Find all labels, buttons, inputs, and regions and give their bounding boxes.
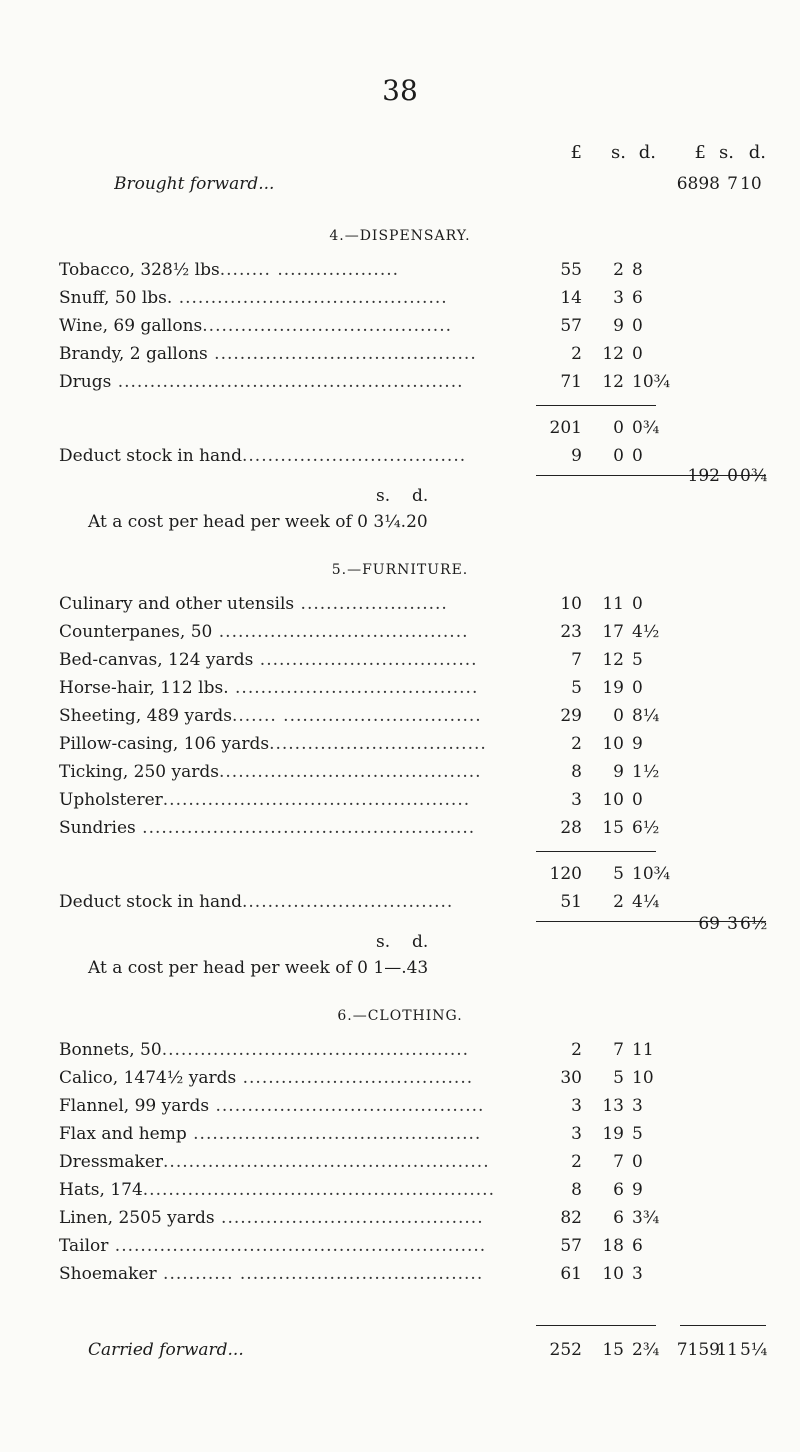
carried-forward-label: Carried forward... — [88, 1340, 244, 1360]
item-label: Linen, 2505 yards — [59, 1208, 215, 1228]
item-label: Bonnets, 50 — [59, 1040, 162, 1060]
item-shillings: 10 — [602, 734, 624, 754]
item-shillings: 0 — [613, 706, 624, 726]
table-row — [0, 1180, 800, 1210]
net-row — [0, 914, 800, 944]
cost-s-header: s. — [376, 932, 391, 952]
item-label: Drugs — [59, 372, 112, 392]
net-row — [0, 466, 800, 496]
item-pence: 8 — [632, 260, 643, 280]
item-pence: 3 — [632, 1264, 643, 1284]
table-row — [0, 1124, 800, 1154]
item-pence: 10¾ — [632, 372, 671, 392]
deduct-shillings: 0 — [613, 446, 624, 466]
table-row — [0, 594, 800, 624]
section-title-clothing: 6.—CLOTHING. — [337, 1008, 463, 1024]
leader-dots: ......................................... — [207, 344, 477, 364]
leader-dots: ................................... — [242, 446, 467, 466]
table-row — [0, 762, 800, 792]
table-row — [0, 1068, 800, 1098]
deduct-label: Deduct stock in hand — [59, 892, 242, 912]
item-pounds: 8 — [571, 762, 582, 782]
item-pounds: 14 — [560, 288, 582, 308]
item-pence: 0 — [632, 316, 643, 336]
item-label: Counterpanes, 50 — [59, 622, 213, 642]
item-label: Bed-canvas, 124 yards — [59, 650, 254, 670]
net-pence: 6½ — [740, 914, 768, 934]
item-shillings: 13 — [602, 1096, 624, 1116]
item-shillings: 9 — [613, 762, 624, 782]
item-pounds: 3 — [571, 790, 582, 810]
deduct-pence: 0 — [632, 446, 643, 466]
item-pence: 1½ — [632, 762, 660, 782]
leader-dots: ....................................... — [202, 316, 453, 336]
table-row — [0, 818, 800, 848]
item-pence: 3¾ — [632, 1208, 660, 1228]
leader-dots: ...................................................... — [111, 372, 464, 392]
item-pounds: 10 — [560, 594, 582, 614]
item-label: Flannel, 99 yards — [59, 1096, 210, 1116]
item-shillings: 11 — [602, 594, 624, 614]
leader-dots: ....................................... — [212, 622, 469, 642]
carried-pounds: 252 — [549, 1340, 582, 1360]
item-shillings: 7 — [613, 1040, 624, 1060]
item-shillings: 5 — [613, 1068, 624, 1088]
item-pence: 6 — [632, 1236, 643, 1256]
table-row — [0, 706, 800, 736]
deduct-shillings: 2 — [613, 892, 624, 912]
leader-dots: ................................................ — [161, 1040, 470, 1060]
carried-forward-row — [0, 1340, 800, 1370]
item-shillings: 12 — [602, 344, 624, 364]
item-shillings: 2 — [613, 260, 624, 280]
brought-forward-pounds: 6898 — [676, 174, 720, 194]
leader-dots: ......................................... — [214, 1208, 484, 1228]
cost-per-head-line: At a cost per head per week of 0 1—.43 — [88, 958, 429, 978]
item-shillings: 19 — [602, 1124, 624, 1144]
subtotal-shillings: 0 — [613, 418, 624, 438]
item-pence: 9 — [632, 1180, 643, 1200]
item-label: Sheeting, 489 yards — [59, 706, 232, 726]
item-pounds: 3 — [571, 1096, 582, 1116]
leader-dots: .......................................... — [209, 1096, 485, 1116]
table-row — [0, 260, 800, 290]
section-title-furniture: 5.—FURNITURE. — [331, 562, 469, 578]
leader-dots: .................................. — [253, 650, 478, 670]
leader-dots: ............................................. — [186, 1124, 482, 1144]
section-title-dispensary: 4.—DISPENSARY. — [329, 228, 471, 244]
leader-dots: .................................... — [236, 1068, 474, 1088]
item-pounds: 3 — [571, 1124, 582, 1144]
item-pence: 5 — [632, 1124, 643, 1144]
item-label: Hats, 174 — [59, 1180, 143, 1200]
leader-dots: ......................................... — [219, 762, 482, 782]
table-row — [0, 622, 800, 652]
deduct-label: Deduct stock in hand — [59, 446, 242, 466]
item-pence: 0 — [632, 344, 643, 364]
leader-dots: ................................................... — [163, 1152, 490, 1172]
cost-d-header: d. — [412, 932, 429, 952]
item-label: Brandy, 2 gallons — [59, 344, 208, 364]
item-pounds: 2 — [571, 1040, 582, 1060]
item-label: Snuff, 50 lbs. — [59, 288, 173, 308]
leader-dots: .................................. — [269, 734, 487, 754]
item-pence: 11 — [632, 1040, 654, 1060]
item-pence: 10 — [632, 1068, 654, 1088]
header-pound-1: £ — [570, 142, 582, 163]
item-pounds: 55 — [560, 260, 582, 280]
table-row — [0, 372, 800, 402]
table-row — [0, 650, 800, 680]
item-pounds: 7 — [571, 650, 582, 670]
item-label: Wine, 69 gallons — [59, 316, 203, 336]
brought-forward-pence: 10 — [740, 174, 762, 194]
table-row — [0, 1264, 800, 1294]
subtotal-pence: 0¾ — [632, 418, 660, 438]
item-pounds: 28 — [560, 818, 582, 838]
item-pounds: 61 — [560, 1264, 582, 1284]
leader-dots: ...................................... — [228, 678, 479, 698]
header-shillings-1: s. — [611, 142, 626, 163]
header-pound-2: £ — [694, 142, 706, 163]
item-shillings: 18 — [602, 1236, 624, 1256]
table-row — [0, 1208, 800, 1238]
cost-s-header: s. — [376, 486, 391, 506]
item-pounds: 2 — [571, 344, 582, 364]
item-shillings: 7 — [613, 1152, 624, 1172]
item-pence: 0 — [632, 594, 643, 614]
carried-pence: 2¾ — [632, 1340, 660, 1360]
item-label: Dressmaker — [59, 1152, 164, 1172]
deduct-pence: 4¼ — [632, 892, 660, 912]
item-pounds: 57 — [560, 1236, 582, 1256]
subtotal-row — [0, 418, 800, 448]
carried-total-pence: 5¼ — [740, 1340, 768, 1360]
item-shillings: 12 — [602, 650, 624, 670]
item-shillings: 10 — [602, 790, 624, 810]
item-pounds: 82 — [560, 1208, 582, 1228]
leader-dots: ................................................ — [162, 790, 471, 810]
item-pounds: 2 — [571, 1152, 582, 1172]
deduct-pounds: 9 — [571, 446, 582, 466]
item-label: Sundries — [59, 818, 136, 838]
subtotal-row — [0, 864, 800, 894]
item-shillings: 17 — [602, 622, 624, 642]
table-row — [0, 678, 800, 708]
subtotal-pence: 10¾ — [632, 864, 671, 884]
item-shillings: 6 — [613, 1208, 624, 1228]
item-pounds: 57 — [560, 316, 582, 336]
table-row — [0, 734, 800, 764]
item-shillings: 19 — [602, 678, 624, 698]
table-row — [0, 344, 800, 374]
subtotal-rule — [536, 851, 656, 852]
leader-dots: .......................................................... — [108, 1236, 487, 1256]
net-shillings: 0 — [727, 466, 738, 486]
item-shillings: 10 — [602, 1264, 624, 1284]
leader-dots: ........ ................... — [219, 260, 400, 280]
cost-d-header: d. — [412, 486, 429, 506]
header-shillings-2: s. — [719, 142, 734, 163]
item-shillings: 15 — [602, 818, 624, 838]
leader-dots: .................................................... — [135, 818, 476, 838]
brought-forward-shillings: 7 — [727, 174, 738, 194]
item-pence: 0 — [632, 790, 643, 810]
carried-total-rule — [680, 1325, 766, 1326]
item-label: Tobacco, 328½ lbs — [59, 260, 220, 280]
net-pence: 0¾ — [740, 466, 768, 486]
item-pence: 0 — [632, 1152, 643, 1172]
item-pounds: 2 — [571, 734, 582, 754]
table-row — [0, 1040, 800, 1070]
net-pounds: 69 — [698, 914, 720, 934]
item-pence: 6½ — [632, 818, 660, 838]
leader-dots: ....................................................... — [142, 1180, 495, 1200]
item-pounds: 23 — [560, 622, 582, 642]
item-shillings: 3 — [613, 288, 624, 308]
item-label: Tailor — [59, 1236, 109, 1256]
table-row — [0, 1236, 800, 1266]
table-row — [0, 790, 800, 820]
item-shillings: 12 — [602, 372, 624, 392]
brought-forward-label: Brought forward... — [114, 174, 275, 194]
page-number: 38 — [382, 74, 418, 107]
carried-total-pounds: 7159 — [676, 1340, 720, 1360]
item-pence: 8¼ — [632, 706, 660, 726]
item-pence: 3 — [632, 1096, 643, 1116]
header-pence-1: d. — [638, 142, 656, 163]
net-pounds: 192 — [687, 466, 720, 486]
carried-subtotal-rule — [536, 1325, 656, 1326]
table-row — [0, 1152, 800, 1182]
item-pounds: 8 — [571, 1180, 582, 1200]
header-pence-2: d. — [748, 142, 766, 163]
cost-per-head-line: At a cost per head per week of 0 3¼.20 — [88, 512, 428, 532]
carried-shillings: 15 — [602, 1340, 624, 1360]
subtotal-pounds: 120 — [549, 864, 582, 884]
table-row — [0, 288, 800, 318]
leader-dots: ....................... — [294, 594, 448, 614]
item-label: Calico, 1474½ yards — [59, 1068, 237, 1088]
item-label: Horse-hair, 112 lbs. — [59, 678, 229, 698]
item-pence: 9 — [632, 734, 643, 754]
leader-dots: .......................................... — [172, 288, 448, 308]
item-pounds: 5 — [571, 678, 582, 698]
leader-dots: ....... ............................... — [231, 706, 482, 726]
deduct-pounds: 51 — [560, 892, 582, 912]
item-shillings: 6 — [613, 1180, 624, 1200]
carried-total-shillings: 11 — [716, 1340, 738, 1360]
subtotal-rule — [536, 405, 656, 406]
item-pounds: 29 — [560, 706, 582, 726]
item-pence: 0 — [632, 678, 643, 698]
leader-dots: ................................. — [242, 892, 454, 912]
subtotal-pounds: 201 — [549, 418, 582, 438]
brought-forward-row — [0, 174, 800, 204]
item-pence: 5 — [632, 650, 643, 670]
item-label: Upholsterer — [59, 790, 163, 810]
item-pence: 4½ — [632, 622, 660, 642]
table-row — [0, 316, 800, 346]
table-row — [0, 1096, 800, 1126]
item-label: Shoemaker — [59, 1264, 157, 1284]
subtotal-shillings: 5 — [613, 864, 624, 884]
leader-dots: ........... ...................................... — [156, 1264, 484, 1284]
item-label: Culinary and other utensils — [59, 594, 295, 614]
item-label: Flax and hemp — [59, 1124, 187, 1144]
item-label: Ticking, 250 yards — [59, 762, 219, 782]
item-pounds: 71 — [560, 372, 582, 392]
net-shillings: 3 — [727, 914, 738, 934]
item-pounds: 30 — [560, 1068, 582, 1088]
item-shillings: 9 — [613, 316, 624, 336]
item-label: Pillow-casing, 106 yards — [59, 734, 270, 754]
item-pence: 6 — [632, 288, 643, 308]
